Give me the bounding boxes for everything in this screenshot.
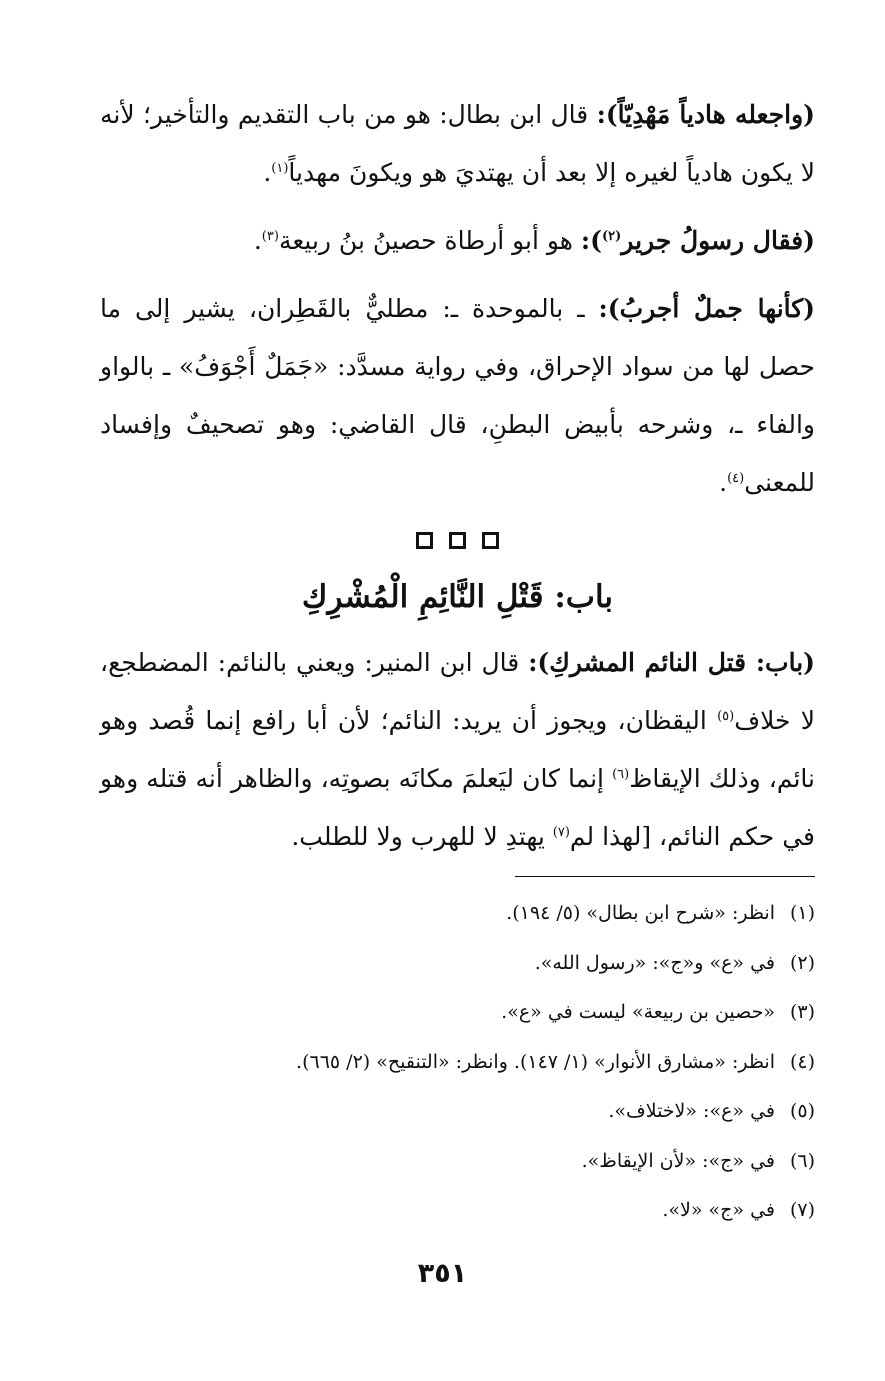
footnote-item bbox=[100, 890, 815, 940]
chapter-paragraph-text-3: إنما كان ليَعلمَ مكانَه بصوتِه، والظاهر أنه قتله وهو في حكم النائم، [لهذا لم bbox=[100, 764, 815, 851]
footnote-number: (٧) bbox=[789, 1199, 815, 1221]
footnote-number: (٦) bbox=[789, 1149, 815, 1172]
footnote-text: في «ع»: «لاختلاف». bbox=[608, 1100, 775, 1122]
paragraph-1-text: قال ابن بطال: هو من باب التقديم والتأخير؛ لأنه لا يكون هادياً لغيره إلا بعد أن يهتديَ هو ويكونَ مهدياً bbox=[100, 100, 815, 187]
paragraph-1-lead: (واجعله هادياً مَهْدِيّاً): bbox=[596, 100, 815, 129]
footnote-ref-6[interactable]: (٦) bbox=[612, 767, 630, 782]
paragraph-2 bbox=[100, 212, 815, 270]
footnote-divider bbox=[515, 876, 815, 877]
paragraph-1-tail: . bbox=[263, 158, 272, 187]
footnote-item bbox=[100, 1187, 815, 1237]
paragraph-2-tail: . bbox=[253, 226, 262, 255]
footnote-ref-7[interactable]: (٧) bbox=[552, 825, 570, 840]
footnote-ref-2[interactable]: (٢) bbox=[601, 229, 622, 244]
footnote-text: «حصين بن ربيعة» ليست في «ع». bbox=[501, 1001, 775, 1023]
separator-square-icon bbox=[449, 532, 466, 549]
footnotes bbox=[100, 890, 815, 1237]
footnote-item bbox=[100, 1039, 815, 1089]
paragraph-3-tail: . bbox=[719, 468, 728, 497]
footnote-text: انظر: «مشارق الأنوار» (١/ ١٤٧). وانظر: «التنقيح» (٢/ ٦٦٥). bbox=[296, 1050, 775, 1073]
footnote-number: (٣) bbox=[789, 1001, 815, 1023]
footnote-item bbox=[100, 1138, 815, 1188]
separator-square-icon bbox=[482, 532, 499, 549]
footnote-item bbox=[100, 1088, 815, 1138]
chapter-paragraph-text-4: يهتدِ لا للهرب ولا للطلب. bbox=[291, 822, 545, 851]
footnote-number: (١) bbox=[789, 902, 815, 924]
chapter-paragraph-lead: (باب: قتل النائم المشركِ): bbox=[528, 648, 815, 677]
paragraph-1 bbox=[100, 86, 815, 202]
page-body bbox=[100, 86, 815, 876]
footnote-item bbox=[100, 940, 815, 990]
paragraph-3-text: ـ بالموحدة ـ: مطليٌّ بالقَطِران، يشير إلى ما حصل لها من سواد الإحراق، وفي رواية مسدَّد: «جَمَلٌ أَجْوَفُ» ـ بالواو والفاء ـ، وشرحه بأبيض البطنِ، قال القاضي: وهو تصحيفٌ وإفساد للمعنى bbox=[100, 294, 815, 497]
paragraph-2-text: هو أبو أرطاة حصينُ بنُ ربيعة bbox=[278, 226, 573, 255]
footnote-ref-1[interactable]: (١) bbox=[271, 161, 289, 176]
page-number: ٣٥١ bbox=[417, 1258, 468, 1289]
footnote-text: في «ع» و«ج»: «رسول الله». bbox=[534, 951, 775, 974]
paragraph-3-lead: (كأنها جملٌ أجربُ): bbox=[598, 294, 816, 323]
chapter-paragraph-text-2: اليقظان، ويجوز أن يريد: النائم؛ لأن أبا رافع إنما قُصد وهو نائم، وذلك الإيقاظ bbox=[100, 706, 815, 793]
footnote-ref-4[interactable]: (٤) bbox=[727, 471, 745, 486]
footnote-ref-5[interactable]: (٥) bbox=[717, 709, 735, 724]
chapter-paragraph-text-1: قال ابن المنير: ويعني بالنائم: المضطجع، لا خلاف bbox=[100, 648, 815, 735]
footnote-text: في «ج» «لا». bbox=[662, 1199, 775, 1221]
paragraph-3 bbox=[100, 280, 815, 512]
chapter-title: باب: قَتْلِ النَّائِمِ الْمُشْرِكِ bbox=[301, 579, 614, 615]
section-separator bbox=[100, 532, 815, 556]
paragraph-2-lead: (فقال رسولُ جرير$^{(٢)}$): bbox=[580, 226, 815, 255]
footnote-number: (٤) bbox=[789, 1050, 815, 1073]
footnote-text: انظر: «شرح ابن بطال» (٥/ ١٩٤). bbox=[506, 902, 775, 924]
chapter-paragraph bbox=[100, 634, 815, 866]
separator-square-icon bbox=[416, 532, 433, 549]
footnote-text: في «ج»: «لأن الإيقاظ». bbox=[581, 1149, 775, 1172]
footnote-item bbox=[100, 989, 815, 1039]
footnote-number: (٢) bbox=[789, 951, 815, 974]
footnote-number: (٥) bbox=[789, 1100, 815, 1122]
footnote-ref-3[interactable]: (٣) bbox=[261, 229, 279, 244]
